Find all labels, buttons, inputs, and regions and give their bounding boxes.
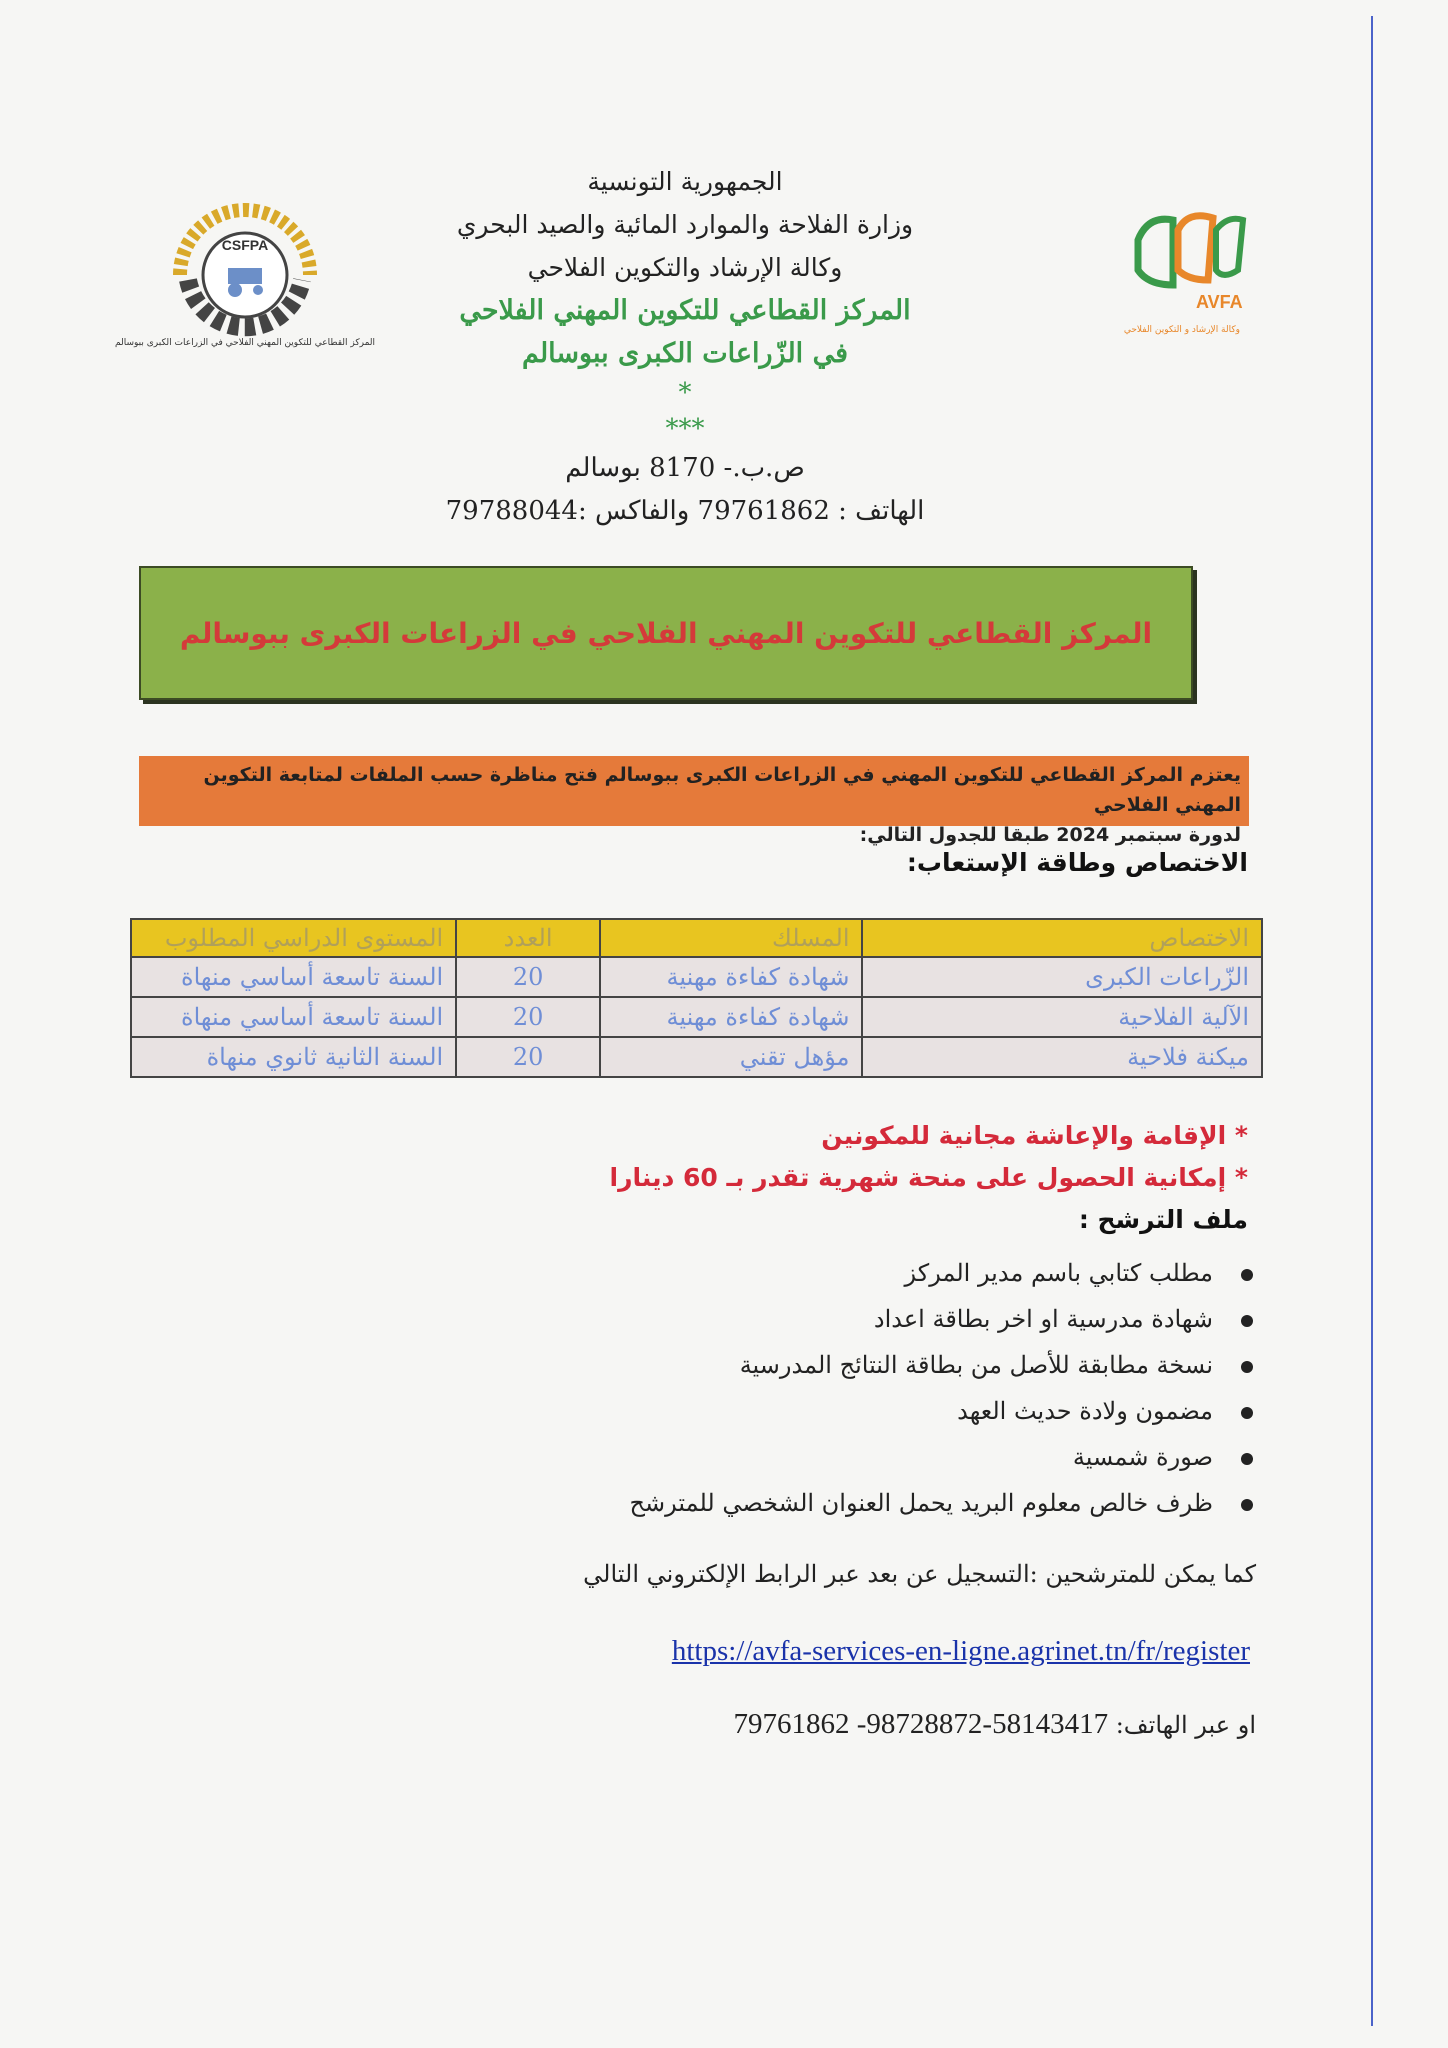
header-star-single: * [678, 378, 692, 408]
table-header-row [131, 919, 1262, 957]
benefits-notes [610, 1115, 1248, 1199]
bullet-icon [1241, 1269, 1253, 1281]
phone-label: او عبر الهاتف: [1115, 1711, 1256, 1739]
announcement-line-1: يعتزم المركز القطاعي للتكوين المهني في الزراعات الكبرى ببوسالم فتح مناظرة حسب الملفات لمتابعة التكوين المهني الفلاحي [203, 764, 1241, 816]
list-item [630, 1480, 1254, 1526]
bullet-icon [1241, 1407, 1253, 1419]
note-accommodation: * الإقامة والإعاشة مجانية للمكونين [821, 1121, 1248, 1150]
announcement-line-2: لدورة سبتمبر 2024 طبقا للجدول التالي: [859, 824, 1241, 846]
cell-level: السنة تاسعة أساسي منهاة [131, 997, 456, 1037]
table-row [131, 1037, 1262, 1077]
list-item [630, 1388, 1254, 1434]
cell-track: شهادة كفاءة مهنية [600, 957, 862, 997]
header-track: المسلك [600, 919, 862, 957]
letterhead [400, 160, 970, 533]
margin-line [1371, 16, 1373, 2026]
header-postal: ص.ب.- 8170 بوسالم [565, 453, 805, 483]
table-row [131, 997, 1262, 1037]
header-specialty: الاختصاص [862, 919, 1262, 957]
requirement-text: شهادة مدرسية او اخر بطاقة اعداد [873, 1305, 1213, 1333]
list-item [630, 1342, 1254, 1388]
cell-track: شهادة كفاءة مهنية [600, 997, 862, 1037]
cell-count: 20 [456, 997, 600, 1037]
section-title: الاختصاص وطاقة الإستعاب: [906, 848, 1248, 877]
announcement-box [139, 756, 1249, 846]
avfa-logo [1123, 210, 1248, 340]
specialties-table [130, 918, 1263, 1078]
cell-track: مؤهل تقني [600, 1037, 862, 1077]
header-agency: وكالة الإرشاد والتكوين الفلاحي [527, 253, 843, 282]
requirement-text: صورة شمسية [1072, 1443, 1213, 1471]
bullet-icon [1241, 1315, 1253, 1327]
header-ministry: وزارة الفلاحة والموارد المائية والصيد البحري [456, 210, 914, 239]
note-scholarship: * إمكانية الحصول على منحة شهرية تقدر بـ 60 دينارا [609, 1163, 1248, 1192]
title-banner [139, 566, 1193, 700]
requirements-list [630, 1250, 1254, 1526]
bullet-icon [1241, 1499, 1253, 1511]
phone-contact [733, 1708, 1256, 1741]
list-item [630, 1296, 1254, 1342]
requirement-text: ظرف خالص معلوم البريد يحمل العنوان الشخصي للمترشح [629, 1489, 1213, 1517]
header-center-location: في الزّراعات الكبرى ببوسالم [521, 338, 848, 369]
requirement-text: مضمون ولادة حديث العهد [957, 1397, 1213, 1425]
header-count: العدد [456, 919, 600, 957]
header-star-triple: *** [665, 414, 705, 444]
bullet-icon [1241, 1453, 1253, 1465]
csfpa-logo [114, 180, 376, 360]
header-republic: الجمهورية التونسية [587, 167, 783, 196]
header-center-name: المركز القطاعي للتكوين المهني الفلاحي [459, 295, 911, 326]
avfa-logo-text: AVFA [1196, 292, 1243, 312]
cell-level: السنة تاسعة أساسي منهاة [131, 957, 456, 997]
bullet-icon [1241, 1361, 1253, 1373]
cell-count: 20 [456, 1037, 600, 1077]
list-item [630, 1434, 1254, 1480]
phone-numbers: 58143417-98728872- 79761862 [733, 1708, 1109, 1740]
avfa-logo-caption: وكالة الإرشاد و التكوين الفلاحي [1123, 325, 1240, 335]
cell-level: السنة الثانية ثانوي منهاة [131, 1037, 456, 1077]
cell-specialty: الآلية الفلاحية [862, 997, 1262, 1037]
csfpa-logo-ring-text: المركز القطاعي للتكوين المهني الفلاحي في الزراعات الكبرى ببوسالم [114, 338, 376, 348]
requirement-text: مطلب كتابي باسم مدير المركز [904, 1259, 1213, 1287]
cell-specialty: ميكنة فلاحية [862, 1037, 1262, 1077]
cell-specialty: الزّراعات الكبرى [862, 957, 1262, 997]
registration-link[interactable]: https://avfa-services-en-ligne.agrinet.tn/fr/register [671, 1635, 1250, 1667]
header-contact: الهاتف : 79761862 والفاكس :79788044 [445, 496, 925, 526]
csfpa-logo-text: CSFPA [221, 237, 269, 253]
list-item [630, 1250, 1254, 1296]
application-file-title: ملف الترشح : [1078, 1205, 1248, 1234]
requirement-text: نسخة مطابقة للأصل من بطاقة النتائج المدرسية [739, 1351, 1213, 1379]
table-row [131, 957, 1262, 997]
header-level: المستوى الدراسي المطلوب [131, 919, 456, 957]
online-registration-text: كما يمكن للمترشحين :التسجيل عن بعد عبر الرابط الإلكتروني التالي [583, 1560, 1256, 1588]
banner-title: المركز القطاعي للتكوين المهني الفلاحي في الزراعات الكبرى ببوسالم [179, 616, 1153, 650]
cell-count: 20 [456, 957, 600, 997]
